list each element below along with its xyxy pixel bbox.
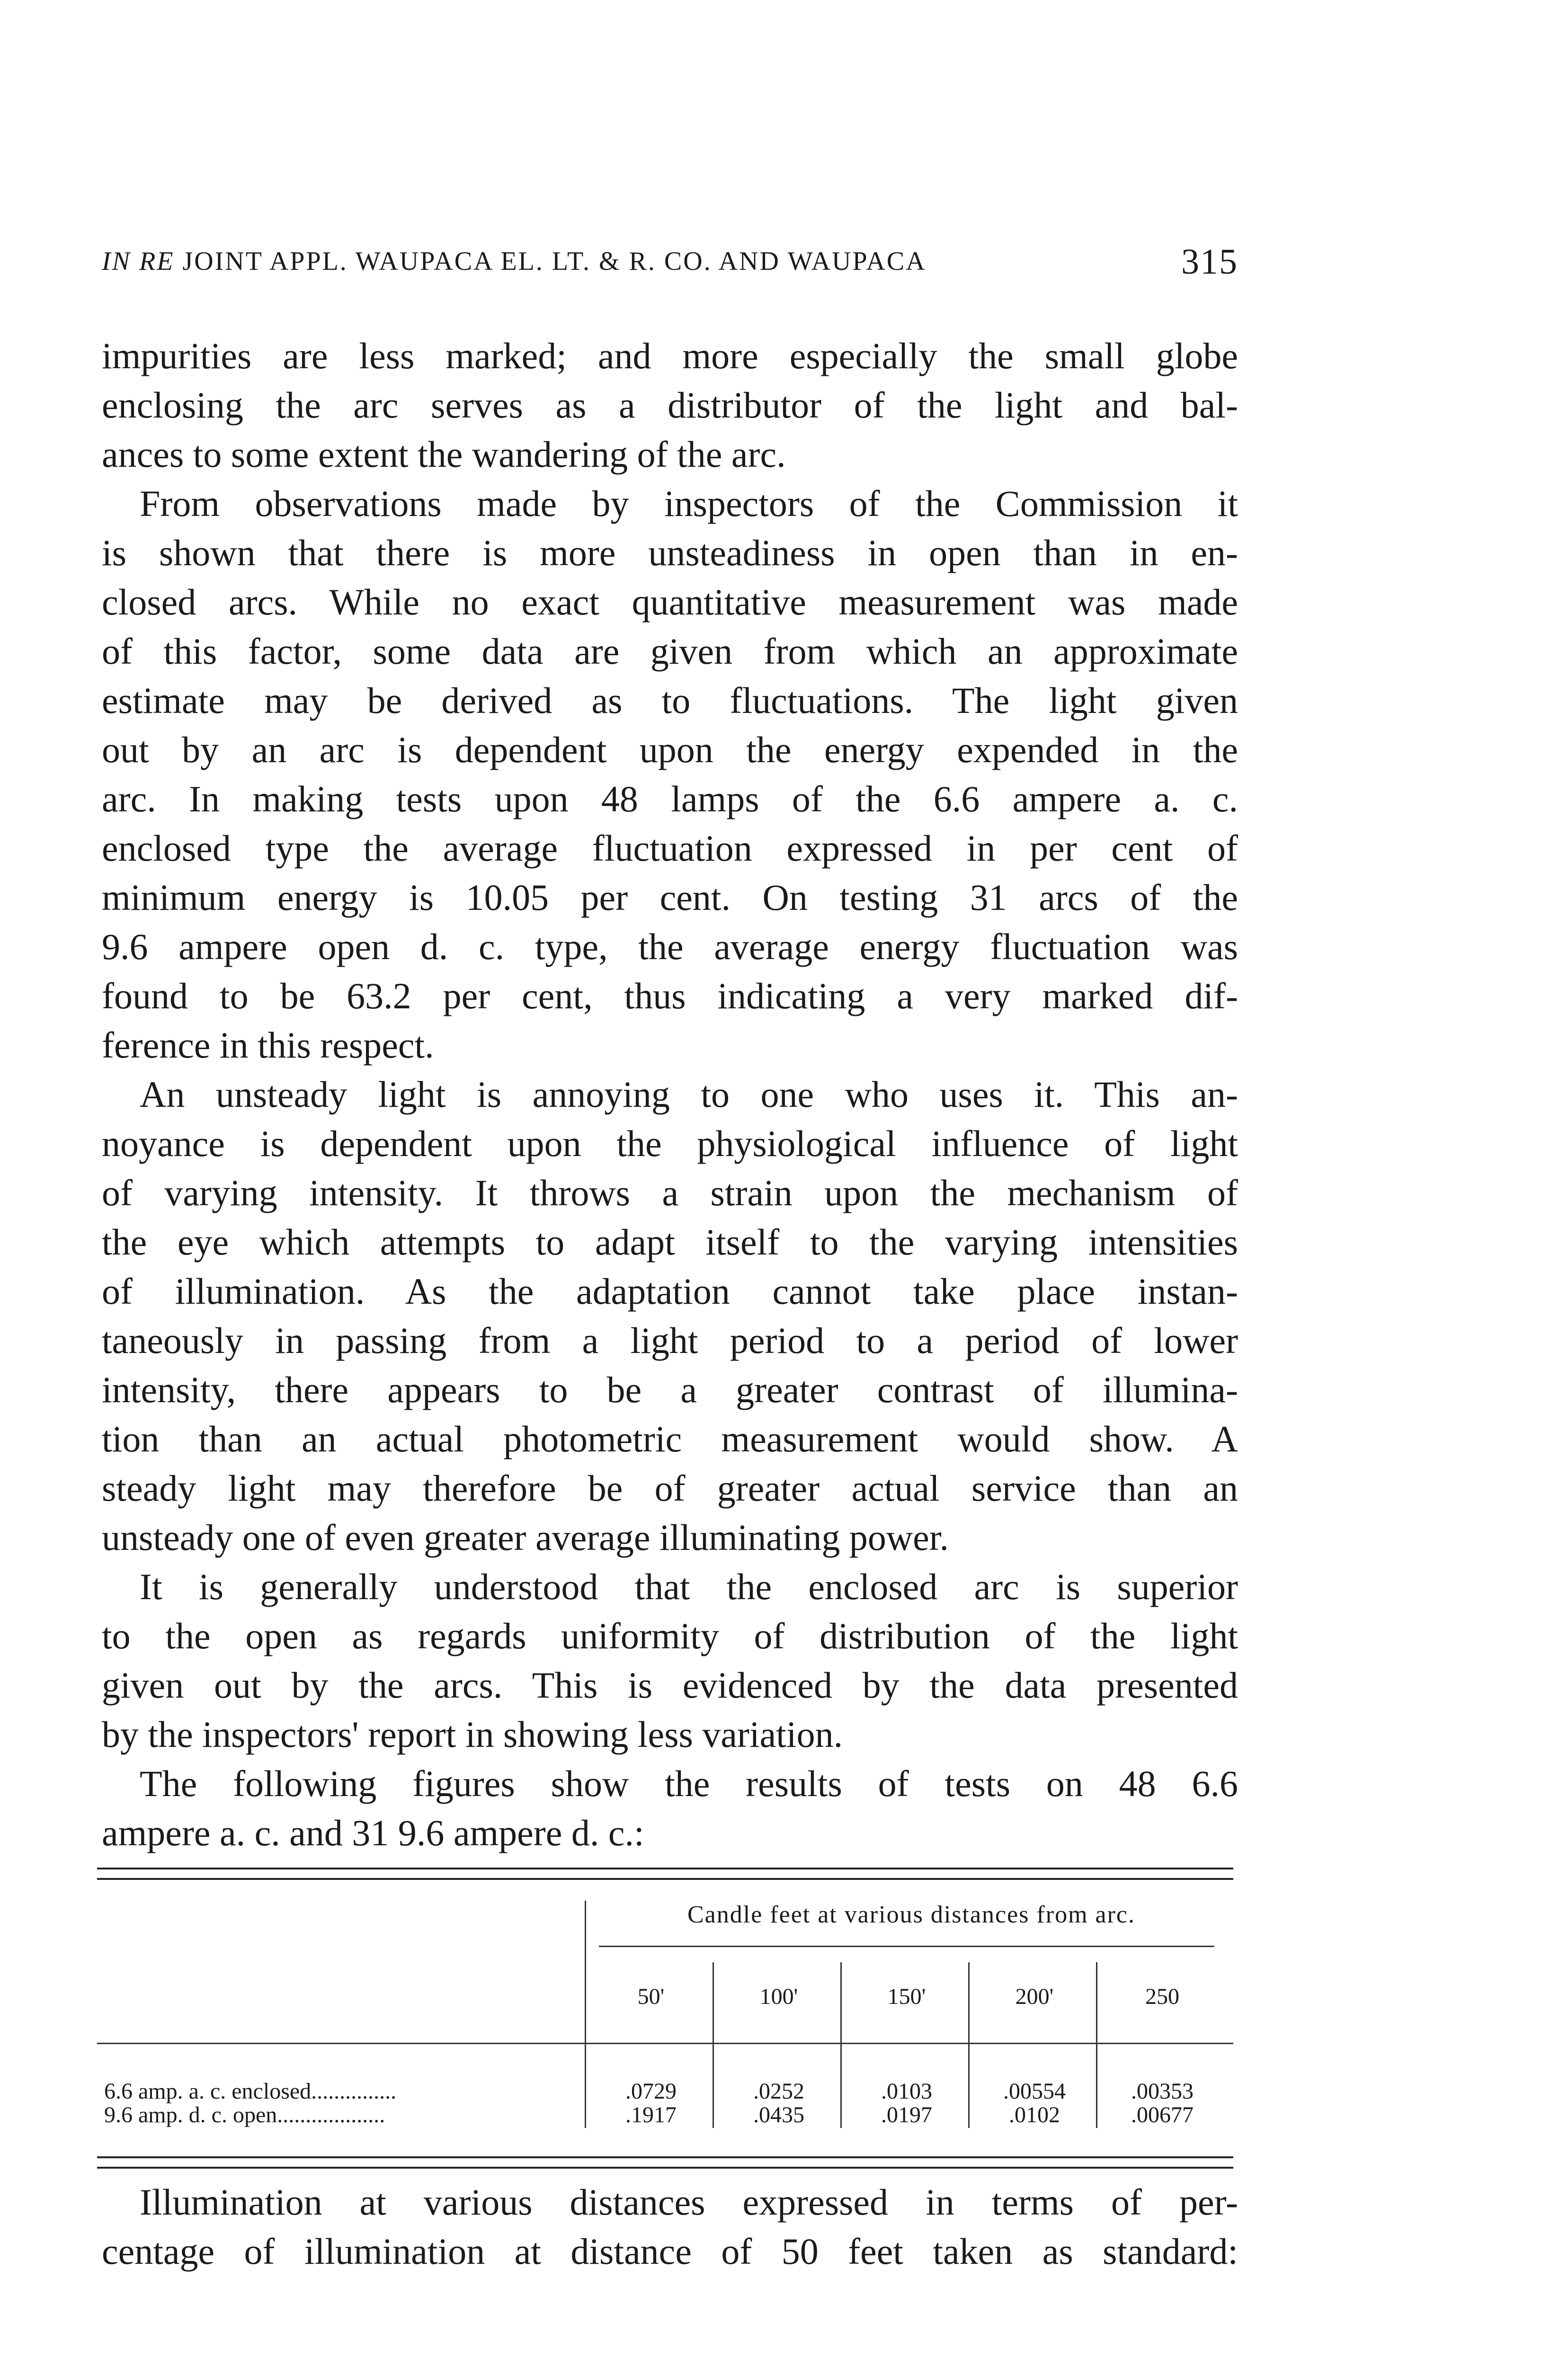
body-line: It is generally understood that the enclosed arc is superior [140, 1566, 1238, 1607]
body-line: minimum energy is 10.05 per cent. On testing 31 arcs of the [102, 877, 1238, 918]
candle-feet-table [97, 1868, 1233, 2171]
column-divider [585, 1901, 586, 2128]
body-line: enclosed type the average fluctuation expressed in per cent of [102, 828, 1238, 869]
column-header: 250 [1145, 1984, 1179, 2009]
table-cell: .00353 [1131, 2079, 1194, 2104]
table-cell: .0103 [881, 2079, 932, 2104]
column-divider [713, 1962, 714, 2128]
body-line: From observations made by inspectors of the Commission it [140, 483, 1238, 524]
group-header: Candle feet at various distances from arc. [687, 1901, 1135, 1928]
column-divider [840, 1962, 842, 2128]
table-cell: .0102 [1009, 2102, 1060, 2127]
body-text [102, 331, 1238, 1858]
body-line: of this factor, some data are given from which an approximate [102, 631, 1238, 672]
body-line: taneously in passing from a light period to a period of lower [102, 1320, 1238, 1361]
body-line: closed arcs. While no exact quantitative measurement was made [102, 581, 1238, 623]
body-line: is shown that there is more unsteadiness in open than in en- [102, 532, 1238, 573]
body-line: to the open as regards uniformity of distribution of the light [102, 1615, 1238, 1656]
body-line: The following figures show the results of tests on 48 6.6 [140, 1763, 1238, 1804]
body-line: found to be 63.2 per cent, thus indicating a very marked dif- [102, 975, 1238, 1016]
column-divider [968, 1962, 970, 2128]
body-line: ances to some extent the wandering of the arc. [102, 434, 786, 475]
body-line: An unsteady light is annoying to one who uses it. This an- [140, 1074, 1238, 1115]
row-label: 9.6 amp. d. c. open................... [104, 2102, 385, 2127]
body-line: estimate may be derived as to fluctuations. The light given [102, 680, 1238, 721]
body-line: the eye which attempts to adapt itself to the varying intensities [102, 1221, 1238, 1263]
group-header-rule [599, 1946, 1214, 1947]
table-cell: .0252 [753, 2079, 804, 2104]
body-line: ampere a. c. and 31 9.6 ampere d. c.: [102, 1812, 644, 1853]
table-bottom-rule [97, 2156, 1233, 2169]
body-line: intensity, there appears to be a greater contrast of illumina- [102, 1369, 1238, 1410]
body-line: by the inspectors' report in showing less variation. [102, 1714, 843, 1755]
table-cell: .0197 [881, 2102, 932, 2127]
running-head-case-prefix: IN RE [102, 247, 175, 276]
body-line: arc. In making tests upon 48 lamps of the 6.6 ampere a. c. [102, 778, 1238, 819]
after-table-text [102, 2178, 1238, 2276]
body-line: impurities are less marked; and more especially the small globe [102, 335, 1238, 376]
body-line: of varying intensity. It throws a strain upon the mechanism of [102, 1172, 1238, 1213]
running-head [102, 246, 927, 276]
body-line: ference in this respect. [102, 1024, 434, 1066]
body-line: 9.6 ampere open d. c. type, the average energy fluctuation was [102, 926, 1238, 967]
body-line: unsteady one of even greater average illuminating power. [102, 1517, 949, 1558]
column-header: 150' [887, 1984, 926, 2009]
table-cell: .1917 [625, 2102, 677, 2127]
body-line: Illumination at various distances expressed in terms of per- [140, 2181, 1238, 2223]
body-line: centage of illumination at distance of 50 feet taken as standard: [102, 2231, 1238, 2272]
page-header [102, 237, 1238, 294]
column-divider [1096, 1962, 1097, 2128]
column-header: 200' [1015, 1984, 1054, 2009]
body-line: steady light may therefore be of greater actual service than an [102, 1468, 1238, 1509]
table-cell: .00677 [1131, 2102, 1194, 2127]
row-label: 6.6 amp. a. c. enclosed............... [104, 2079, 397, 2104]
table-top-rule [97, 1868, 1233, 1880]
page-number: 315 [1181, 242, 1238, 282]
body-line: enclosing the arc serves as a distributor of the light and bal- [102, 384, 1238, 426]
column-header: 100' [759, 1984, 798, 2009]
body-line: tion than an actual photometric measurement would show. A [102, 1418, 1238, 1459]
header-body-rule [97, 2043, 1233, 2044]
running-head-title: JOINT APPL. WAUPACA EL. LT. & R. CO. AND WAUPACA [182, 247, 927, 276]
table-cell: .0435 [753, 2102, 804, 2127]
body-line: given out by the arcs. This is evidenced by the data presented [102, 1664, 1238, 1706]
body-line: of illumination. As the adaptation cannot take place instan- [102, 1271, 1238, 1312]
column-header: 50' [637, 1984, 665, 2009]
body-line: out by an arc is dependent upon the energy expended in the [102, 729, 1238, 770]
body-line: noyance is dependent upon the physiological influence of light [102, 1123, 1238, 1164]
table-cell: .00554 [1003, 2079, 1066, 2104]
table-cell: .0729 [625, 2079, 677, 2104]
